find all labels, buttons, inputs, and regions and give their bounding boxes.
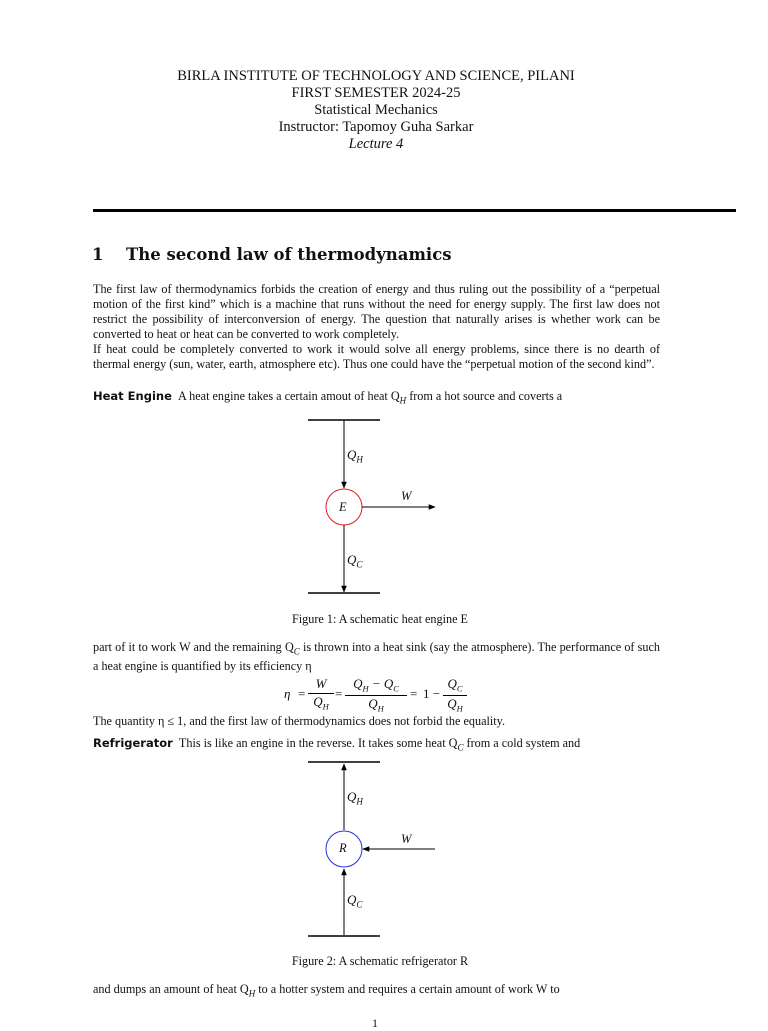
- instructor: Instructor: Tapomoy Guha Sarkar: [278, 119, 474, 135]
- refrigerator-diagram: [308, 762, 435, 936]
- work-label: W: [401, 832, 412, 846]
- qc-label: $Q_C$: [347, 892, 363, 910]
- fraction-qh-minus-qc: $Q_H - Q_C$ $Q_H$: [345, 676, 407, 713]
- figure1-caption: Figure 1: A schematic heat engine E: [292, 612, 468, 626]
- refrigerator-symbol: R: [339, 841, 347, 855]
- paragraph-dumps-heat: and dumps an amount of heat $Q_H$ to a hotter system and requires a certain amount of work W to: [93, 982, 560, 999]
- section-number: 1: [92, 245, 104, 264]
- qh-label: $Q_H$: [347, 447, 363, 465]
- fraction-qc-over-qh: $Q_C$ $Q_H$: [443, 676, 467, 713]
- institute-name: BIRLA INSTITUTE OF TECHNOLOGY AND SCIENCE, PILANI: [177, 68, 575, 84]
- course-name: Statistical Mechanics: [314, 102, 438, 118]
- page-number: 1: [372, 1016, 378, 1030]
- qh-label: $Q_H$: [347, 789, 363, 807]
- figure2-caption: Figure 2: A schematic refrigerator R: [291, 954, 469, 968]
- semester: FIRST SEMESTER 2024-25: [291, 85, 461, 101]
- paragraph-refrigerator: Refrigerator This is like an engine in the reverse. It takes some heat $Q_C$ from a cold system and: [93, 736, 581, 753]
- heat-engine-text: A heat engine takes a certain amout of heat Q: [177, 389, 400, 403]
- section-title: The second law of thermodynamics: [126, 245, 452, 264]
- heat-engine-diagram: [308, 420, 435, 593]
- paragraph-eta-bound: The quantity η ≤ 1, and the first law of thermodynamics does not forbid the equality.: [93, 714, 505, 728]
- work-label: W: [401, 489, 412, 503]
- paragraph-perpetual-motion: If heat could be completely converted to work it would solve all energy problems, since there is no dearth of thermal energy (sun, water, earth, atmosphere etc). Thus one could have the “perpetual motion of the second kind”.: [93, 342, 660, 371]
- heat-engine-label: Heat Engine: [93, 389, 172, 403]
- efficiency-equation: η = W $Q_H$ = $Q_H - Q_C$ $Q_H$ = 1 − $Q_C$ $Q_H$: [0, 676, 752, 712]
- engine-label: E: [339, 500, 347, 514]
- subscript: H: [399, 395, 407, 406]
- refrigerator-label: Refrigerator: [93, 736, 173, 750]
- fraction-w-over-qh: W $Q_H$: [308, 676, 334, 712]
- paragraph-first-law: The first law of thermodynamics forbids the creation of energy and thus ruling out the possibility of a “perpetual motion of the first kind” which is a machine that runs without the need for energy supply. The first law does not restrict the possibility of interconversion of energy. The question that naturally arises is whether work can be converted to heat or heat can be converted to work completely.: [93, 282, 660, 341]
- one-minus: 1 −: [423, 686, 441, 701]
- paragraph-efficiency: part of it to work W and the remaining $Q_C$ is thrown into a heat sink (say the atmosphere). The performance of such a heat engine is quantified by its efficiency η: [93, 640, 660, 674]
- heat-engine-text-end: from a hot source and coverts a: [406, 389, 563, 403]
- qc-label: $Q_C$: [347, 552, 363, 570]
- eta-symbol: η: [284, 686, 291, 701]
- lecture-number: Lecture 4: [348, 136, 404, 152]
